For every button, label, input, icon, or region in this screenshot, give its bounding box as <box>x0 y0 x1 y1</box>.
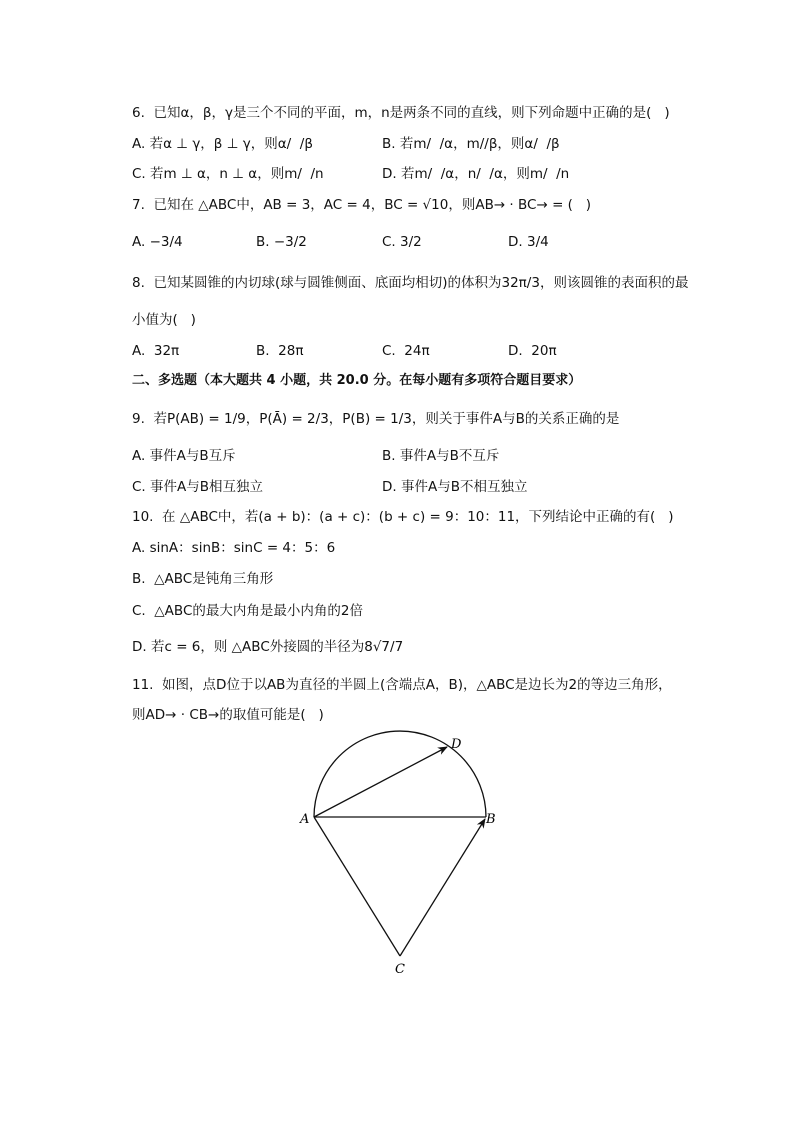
q7-option-d: D. 3/4 <box>508 234 549 250</box>
geometry-figure <box>280 722 520 982</box>
point-a-label: A <box>300 812 310 827</box>
q9-option-d: D. 事件A与B不相互独立 <box>382 479 528 495</box>
q10-option-a: A. sinA：sinB：sinC = 4：5：6 <box>132 540 336 556</box>
q6-option-c: C. 若m ⊥ α，n ⊥ α，则m/ /n <box>132 166 324 182</box>
q7-option-c: C. 3/2 <box>382 234 422 250</box>
q10-stem: 10. 在 △ABC中，若(a + b)：(a + c)：(b + c) = 9：10：11，下列结论中正确的有( ) <box>132 509 674 525</box>
point-c-label: C <box>395 962 405 977</box>
q8-option-b: B. 28π <box>256 343 304 359</box>
q9-stem: 9. 若P(AB) = 1/9，P(Ā) = 2/3，P(B) = 1/3，则关于事件A与B的关系正确的是 <box>132 411 620 427</box>
q8-option-c: C. 24π <box>382 343 430 359</box>
q8-option-a: A. 32π <box>132 343 180 359</box>
q7-option-a: A. −3/4 <box>132 234 183 250</box>
q9-option-a: A. 事件A与B互斥 <box>132 448 236 464</box>
q6-option-d: D. 若m/ /α，n/ /α，则m/ /n <box>382 166 570 182</box>
q10-option-d: D. 若c = 6，则 △ABC外接圆的半径为8√7/7 <box>132 639 404 655</box>
q8-option-d: D. 20π <box>508 343 557 359</box>
q7-stem: 7. 已知在 △ABC中，AB = 3，AC = 4，BC = √10，则AB→ · BC→ = ( ) <box>132 197 592 213</box>
section-heading-multiple-choice: 二、多选题（本大题共 4 小题，共 20.0 分。在每小题有多项符合题目要求） <box>132 373 582 388</box>
q9-option-b: B. 事件A与B不互斥 <box>382 448 500 464</box>
segment-ac <box>314 817 400 956</box>
q8-stem-line2: 小值为( ) <box>132 312 196 328</box>
q6-option-a: A. 若α ⊥ γ，β ⊥ γ，则α/ /β <box>132 136 313 152</box>
q6-stem: 6. 已知α，β，γ是三个不同的平面，m，n是两条不同的直线，则下列命题中正确的是( ) <box>132 105 670 121</box>
q10-option-c: C. △ABC的最大内角是最小内角的2倍 <box>132 603 363 619</box>
q11-stem-line1: 11. 如图，点D位于以AB为直径的半圆上(含端点A，B)，△ABC是边长为2的等边三角形， <box>132 677 672 693</box>
q9-option-c: C. 事件A与B相互独立 <box>132 479 264 495</box>
q7-option-b: B. −3/2 <box>256 234 307 250</box>
point-b-label: B <box>486 812 496 827</box>
vector-cb-arrow <box>400 819 485 956</box>
q10-option-b: B. △ABC是钝角三角形 <box>132 571 274 587</box>
q11-stem-line2: 则AD→ · CB→的取值可能是( ) <box>132 707 324 723</box>
q8-stem-line1: 8. 已知某圆锥的内切球(球与圆锥侧面、底面均相切)的体积为32π/3，则该圆锥的表面积的最 <box>132 275 689 291</box>
vector-ad-arrow <box>314 747 447 817</box>
point-d-label: D <box>451 737 462 752</box>
q6-option-b: B. 若m/ /α，m//β，则α/ /β <box>382 136 560 152</box>
